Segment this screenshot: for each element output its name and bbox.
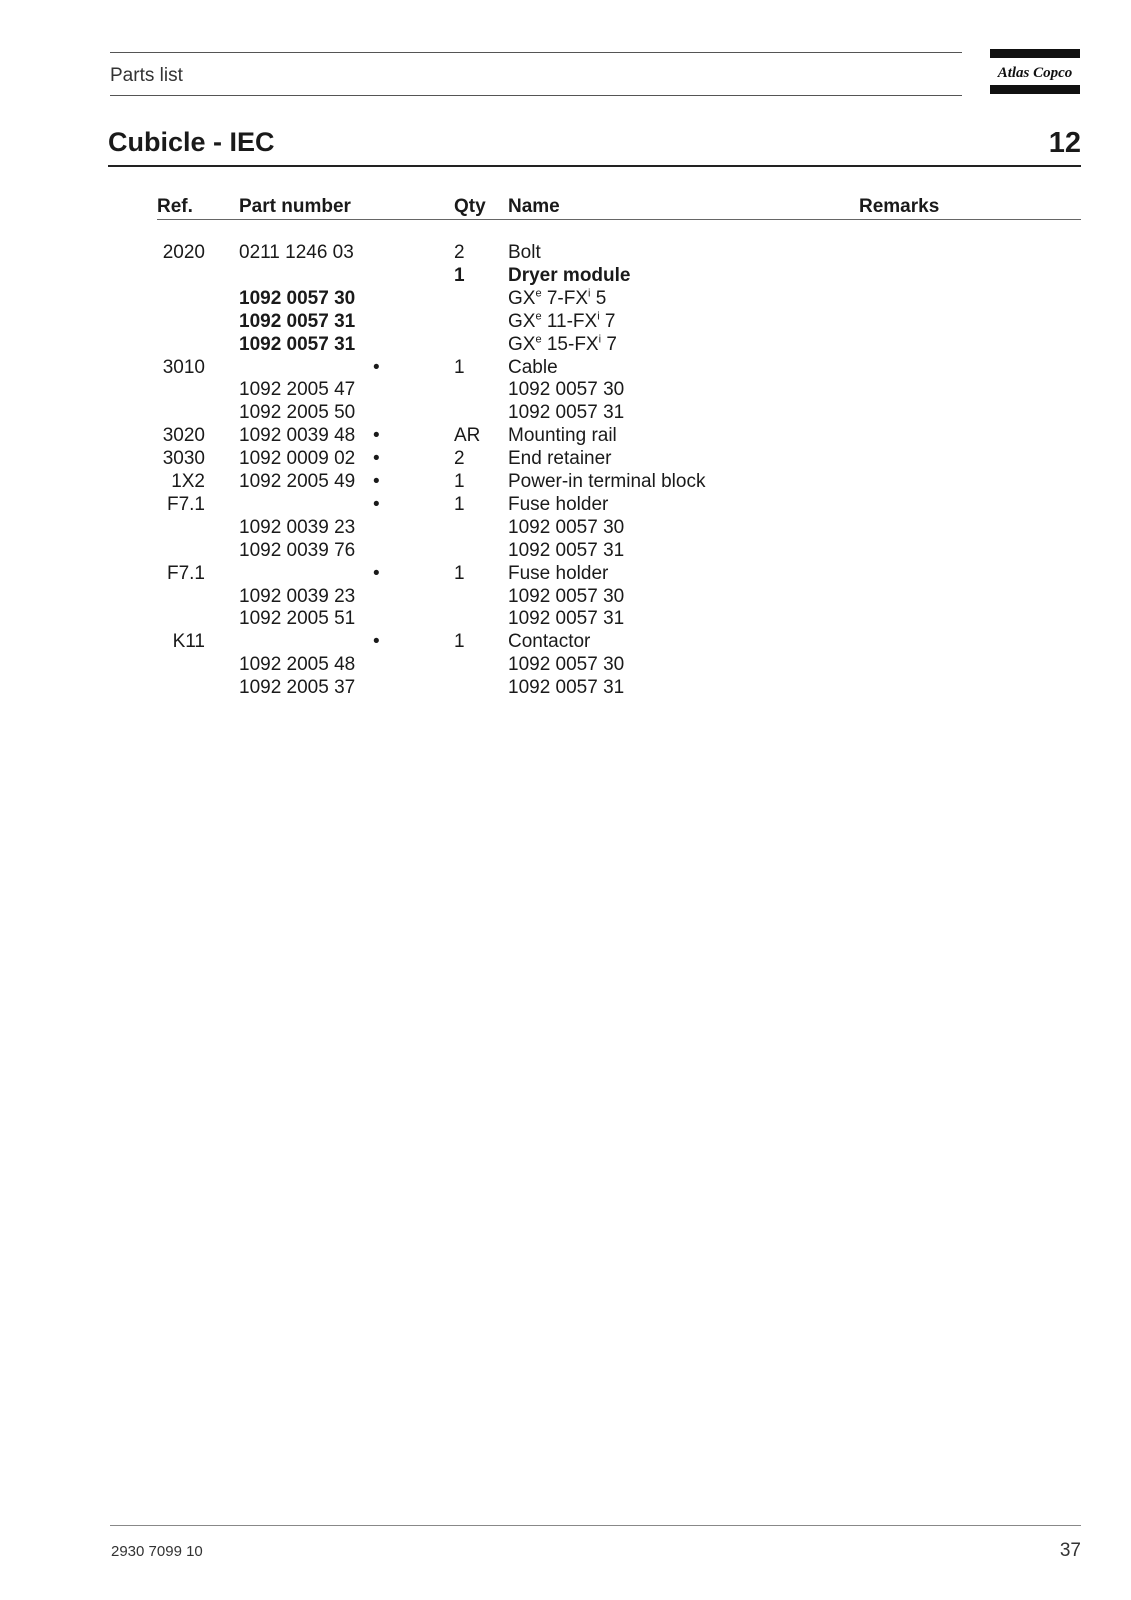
ref-cell: 1X2 [171, 471, 205, 492]
name-cell: Power-in terminal block [508, 471, 706, 492]
part-number-cell: 1092 0057 30 [239, 287, 356, 309]
svg-text:Atlas Copco: Atlas Copco [997, 65, 1073, 81]
table-row [0, 356, 1131, 379]
name-cell: 1092 0057 31 [508, 539, 625, 561]
name-cell [508, 287, 606, 310]
bullet-marker: • [373, 493, 380, 515]
ref-cell: K11 [172, 631, 205, 653]
table-row [0, 493, 1131, 516]
header-bottom-rule [110, 95, 962, 96]
ref-cell: 3030 [162, 448, 205, 470]
name-superscript: i [597, 310, 600, 323]
bullet-marker: • [373, 631, 380, 653]
name-cell: 1092 0057 30 [508, 379, 625, 401]
table-row [0, 585, 1131, 608]
bullet-marker: • [373, 448, 380, 470]
qty-cell: 1 [454, 562, 465, 584]
part-number-cell: 1092 2005 48 [239, 654, 356, 676]
part-number-cell: 1092 2005 49 [239, 471, 356, 492]
table-row [0, 310, 1131, 333]
table-row [0, 630, 1131, 653]
name-superscript: i [588, 287, 591, 300]
name-superscript: i [598, 333, 602, 346]
table-row [0, 470, 1131, 493]
ref-cell: 3020 [162, 425, 205, 447]
ref-cell: F7.1 [166, 562, 205, 584]
name-superscript: e [535, 310, 542, 323]
column-header-part-number: Part number [239, 196, 351, 217]
table-row [0, 241, 1131, 264]
part-number-cell: 1092 0039 23 [239, 585, 356, 607]
name-cell: 1092 0057 31 [508, 677, 625, 699]
name-cell: 1092 0057 31 [508, 608, 625, 630]
name-cell: 1092 0057 30 [508, 654, 625, 676]
name-text: 7-FX [541, 287, 589, 309]
ref-cell: 3010 [162, 356, 205, 378]
table-row [0, 401, 1131, 424]
table-row [0, 653, 1131, 676]
column-header-ref: Ref. [157, 196, 193, 217]
part-number-cell: 1092 2005 37 [239, 677, 356, 699]
qty-cell: 1 [454, 471, 465, 492]
name-cell: 1092 0057 30 [508, 585, 625, 607]
name-text: 15-FX [541, 333, 599, 355]
bullet-marker: • [373, 356, 380, 378]
name-cell: Fuse holder [508, 562, 609, 584]
atlas-copco-logo [990, 49, 1080, 94]
name-text: 11-FX [541, 310, 598, 332]
name-cell: Contactor [508, 631, 591, 653]
table-row [0, 378, 1131, 401]
qty-cell: 1 [454, 264, 465, 286]
table-row [0, 447, 1131, 470]
bullet-marker: • [373, 425, 380, 447]
qty-cell: 1 [454, 631, 465, 653]
name-cell: Mounting rail [508, 425, 617, 447]
part-number-cell: 1092 2005 50 [239, 402, 356, 424]
header-label: Parts list [110, 65, 183, 86]
section-title: Cubicle - IEC [108, 127, 275, 157]
document-number: 2930 7099 10 [111, 1543, 203, 1560]
part-number-cell: 1092 0039 76 [239, 539, 356, 561]
qty-cell: AR [454, 425, 481, 447]
table-row [0, 264, 1131, 287]
name-cell: Bolt [508, 242, 541, 263]
name-superscript: e [535, 333, 542, 346]
part-number-cell: 0211 1246 03 [239, 242, 354, 263]
table-row [0, 424, 1131, 447]
qty-cell: 2 [454, 448, 465, 470]
page-number: 37 [1059, 1540, 1081, 1561]
name-cell: Cable [508, 356, 558, 378]
table-row [0, 333, 1131, 356]
column-header-name: Name [508, 196, 560, 217]
bullet-marker: • [373, 471, 380, 492]
part-number-cell: 1092 2005 47 [239, 379, 356, 401]
qty-cell: 1 [454, 493, 465, 515]
qty-cell: 2 [454, 242, 465, 263]
name-text: 7 [599, 310, 616, 332]
name-cell: 1092 0057 31 [508, 402, 625, 424]
ref-cell: F7.1 [166, 493, 205, 515]
name-text: GX [508, 333, 536, 355]
part-number-cell: 1092 0009 02 [239, 448, 356, 470]
name-cell: Dryer module [508, 264, 631, 286]
table-row [0, 516, 1131, 539]
table-row [0, 539, 1131, 562]
table-row [0, 607, 1131, 630]
section-number: 12 [1048, 127, 1081, 159]
part-number-cell: 1092 0039 23 [239, 516, 356, 538]
name-cell [508, 333, 617, 356]
name-text: 7 [601, 333, 617, 355]
name-text: GX [508, 310, 536, 332]
part-number-cell: 1092 0057 31 [239, 310, 356, 332]
part-number-cell: 1092 2005 51 [239, 608, 356, 630]
name-superscript: e [535, 287, 542, 300]
section-rule [108, 165, 1081, 167]
ref-cell: 2020 [162, 242, 205, 263]
footer-rule [110, 1525, 1081, 1526]
name-cell [508, 310, 616, 333]
part-number-cell: 1092 0057 31 [239, 333, 356, 355]
name-cell: Fuse holder [508, 493, 609, 515]
table-row [0, 287, 1131, 310]
name-cell: End retainer [508, 448, 612, 470]
bullet-marker: • [373, 562, 380, 584]
name-text: GX [508, 287, 536, 309]
part-number-cell: 1092 0039 48 [239, 425, 356, 447]
name-cell: 1092 0057 30 [508, 516, 625, 538]
column-header-qty: Qty [454, 196, 486, 217]
table-row [0, 562, 1131, 585]
name-text: 5 [590, 287, 607, 309]
header-top-rule [110, 52, 962, 53]
table-header-rule [157, 219, 1081, 220]
column-header-remarks: Remarks [859, 196, 940, 217]
qty-cell: 1 [454, 356, 465, 378]
table-row [0, 676, 1131, 699]
